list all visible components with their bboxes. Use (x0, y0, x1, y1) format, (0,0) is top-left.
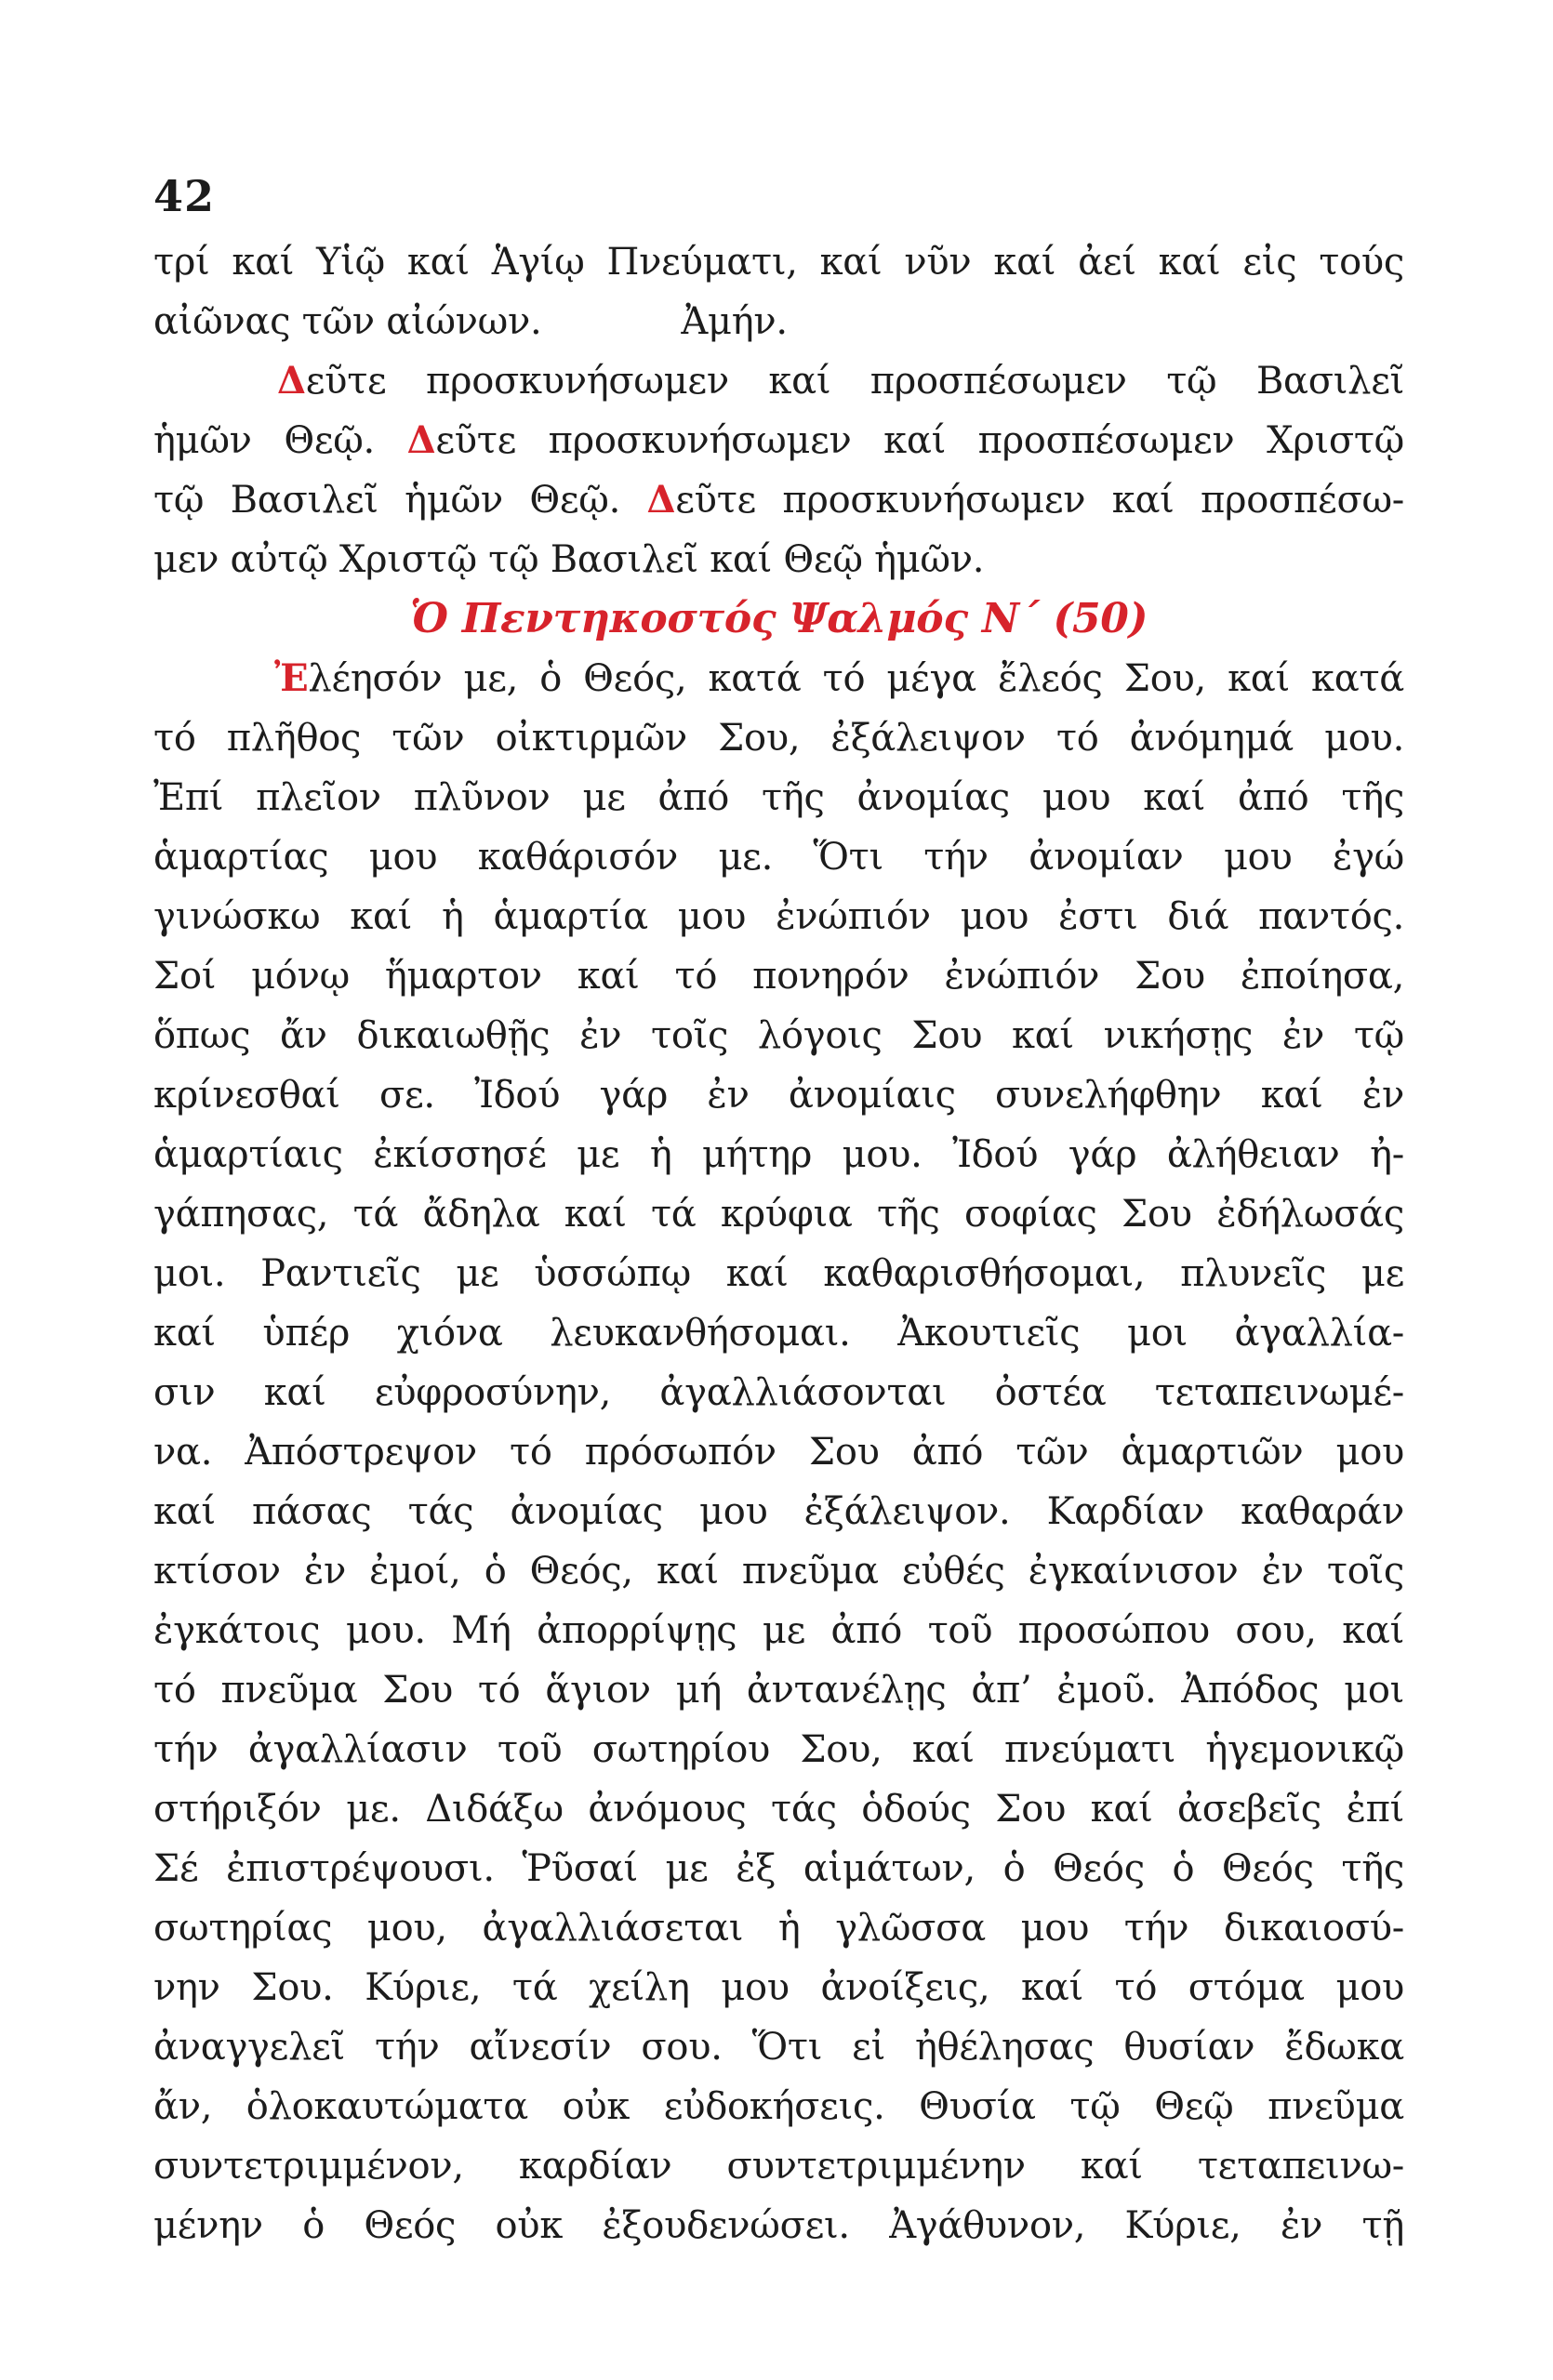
text-segment: νην Σου. Κύριε, τά χείλη μου ἀνοίξεις, καί τό στόμα μου (153, 1966, 1404, 2009)
text-line (153, 1006, 1404, 1065)
text-line (153, 470, 1404, 530)
text-segment: τό πνεῦμα Σου τό ἅγιον μή ἀντανέλῃς ἀπ’ ἐμοῦ. Ἀπόδος μοι (153, 1669, 1404, 1712)
red-initial: Δ (406, 418, 436, 462)
text-line (153, 1482, 1404, 1541)
text-line (153, 1184, 1404, 1244)
red-initial: Δ (646, 478, 676, 522)
text-line (153, 1839, 1404, 1898)
text-segment: γινώσκω καί ἡ ἁμαρτία μου ἐνώπιόν μου ἐστι διά παντός. (153, 895, 1404, 938)
text-line (153, 232, 1404, 292)
text-line (153, 1065, 1404, 1125)
paragraph-come-let-us-worship (153, 351, 1404, 589)
text-line (153, 2077, 1404, 2136)
text-segment: μένην ὁ Θεός οὐκ ἐξουδενώσει. Ἀγάθυνον, Κύριε, ἐν τῇ (153, 2204, 1404, 2247)
text-line (153, 530, 1404, 589)
page-body (153, 232, 1404, 2255)
text-line (153, 411, 1404, 470)
page-number: 42 (153, 171, 216, 221)
text-segment: ἁμαρτίας μου καθάρισόν με. Ὅτι τήν ἀνομίαν μου ἐγώ (153, 836, 1404, 879)
paragraph-doxology-end (153, 232, 1404, 351)
paragraph-psalm-50-body (153, 649, 1404, 2255)
text-segment: καί ὑπέρ χιόνα λευκανθήσομαι. Ἀκουτιεῖς μοι ἀγαλλία- (153, 1312, 1404, 1355)
text-segment: γάπησας, τά ἄδηλα καί τά κρύφια τῆς σοφίας Σου ἐδήλωσάς (153, 1193, 1404, 1236)
text-line (153, 2017, 1404, 2077)
text-segment: μεν αὐτῷ Χριστῷ τῷ Βασιλεῖ καί Θεῷ ἡμῶν. (153, 538, 985, 581)
text-line (153, 708, 1404, 768)
text-line (153, 768, 1404, 827)
red-initial: Δ (277, 359, 306, 403)
text-segment: συντετριμμένον, καρδίαν συντετριμμένην καί τεταπεινω- (153, 2145, 1404, 2188)
text-segment: ἡμῶν Θεῷ. (153, 419, 407, 462)
text-segment: καί πάσας τάς ἀνομίας μου ἐξάλειψον. Καρδίαν καθαράν (153, 1490, 1404, 1533)
text-segment: εῦτε προσκυνήσωμεν καί προσπέσω- (675, 479, 1404, 522)
text-segment: τρί καί Υἱῷ καί Ἁγίῳ Πνεύματι, καί νῦν καί ἀεί καί εἰς τούς (153, 241, 1404, 284)
text-segment: κτίσον ἐν ἐμοί, ὁ Θεός, καί πνεῦμα εὐθές ἐγκαίνισον ἐν τοῖς (153, 1550, 1404, 1593)
text-line (153, 1125, 1404, 1184)
text-segment: Ἐπί πλεῖον πλῦνον με ἀπό τῆς ἀνομίας μου καί ἀπό τῆς (153, 776, 1404, 819)
text-line (153, 946, 1404, 1006)
text-segment: Σέ ἐπιστρέψουσι. Ῥῦσαί με ἐξ αἱμάτων, ὁ Θεός ὁ Θεός τῆς (153, 1847, 1404, 1890)
text-line (153, 2136, 1404, 2196)
text-line (153, 827, 1404, 887)
text-line (153, 2196, 1404, 2255)
text-line (153, 1779, 1404, 1839)
text-line (153, 1244, 1404, 1303)
text-segment: εῦτε προσκυνήσωμεν καί προσπέσωμεν Χριστῷ (435, 419, 1404, 462)
text-line (153, 1660, 1404, 1720)
text-line (153, 649, 1404, 708)
text-segment: ἄν, ὁλοκαυτώματα οὐκ εὐδοκήσεις. Θυσία τῷ Θεῷ πνεῦμα (153, 2085, 1404, 2128)
text-segment: ἁμαρτίαις ἐκίσσησέ με ἡ μήτηρ μου. Ἰδού γάρ ἀλήθειαν ἠ- (153, 1133, 1404, 1176)
text-segment: στήριξόν με. Διδάξω ἀνόμους τάς ὁδούς Σου καί ἀσεβεῖς ἐπί (153, 1788, 1404, 1831)
text-segment: Ἀμήν. (681, 300, 788, 343)
text-segment: τό πλῆθος τῶν οἰκτιρμῶν Σου, ἐξάλειψον τό ἀνόμημά μου. (153, 717, 1404, 760)
text-segment: ἀναγγελεῖ τήν αἴνεσίν σου. Ὅτι εἰ ἠθέλησας θυσίαν ἔδωκα (153, 2026, 1404, 2069)
paragraph-psalm-50-heading (153, 589, 1404, 649)
text-segment: λέησόν με, ὁ Θεός, κατά τό μέγα ἔλεός Σου, καί κατά (308, 657, 1404, 700)
text-line (153, 1363, 1404, 1422)
red-initial: Ὁ Πεντηκοστός Ψαλμός Ν´ (50) (409, 595, 1148, 642)
text-segment: σωτηρίας μου, ἀγαλλιάσεται ἡ γλῶσσα μου τήν δικαιοσύ- (153, 1907, 1404, 1950)
text-segment: ὅπως ἄν δικαιωθῇς ἐν τοῖς λόγοις Σου καί νικήσῃς ἐν τῷ (153, 1014, 1404, 1057)
text-segment: κρίνεσθαί σε. Ἰδού γάρ ἐν ἀνομίαις συνελήφθην καί ἐν (153, 1074, 1404, 1117)
text-line (153, 1898, 1404, 1958)
text-segment: τῷ Βασιλεῖ ἡμῶν Θεῷ. (153, 479, 647, 522)
text-line (153, 1601, 1404, 1660)
text-segment: Σοί μόνῳ ἥμαρτον καί τό πονηρόν ἐνώπιόν Σου ἐποίησα, (153, 955, 1404, 998)
text-line (153, 887, 1404, 946)
text-line (153, 1958, 1404, 2017)
text-segment: αἰῶνας τῶν αἰώνων. (153, 300, 542, 343)
text-line (153, 1303, 1404, 1363)
text-segment: να. Ἀπόστρεψον τό πρόσωπόν Σου ἀπό τῶν ἁμαρτιῶν μου (153, 1431, 1404, 1474)
text-line (153, 351, 1404, 411)
text-segment: εῦτε προσκυνήσωμεν καί προσπέσωμεν τῷ Βασιλεῖ (305, 360, 1404, 403)
text-segment: σιν καί εὐφροσύνην, ἀγαλλιάσονται ὀστέα τεταπεινωμέ- (153, 1371, 1404, 1414)
text-line (153, 1541, 1404, 1601)
text-line (153, 292, 1404, 351)
text-segment: τήν ἀγαλλίασιν τοῦ σωτηρίου Σου, καί πνεύματι ἡγεμονικῷ (153, 1728, 1404, 1771)
text-segment: μοι. Ραντιεῖς με ὑσσώπῳ καί καθαρισθήσομαι, πλυνεῖς με (153, 1252, 1404, 1295)
text-line (153, 1720, 1404, 1779)
text-line (153, 589, 1404, 649)
text-line (153, 1422, 1404, 1482)
text-segment: ἐγκάτοις μου. Μή ἀπορρίψῃς με ἀπό τοῦ προσώπου σου, καί (153, 1609, 1404, 1652)
red-initial: Ἐ (274, 656, 309, 700)
